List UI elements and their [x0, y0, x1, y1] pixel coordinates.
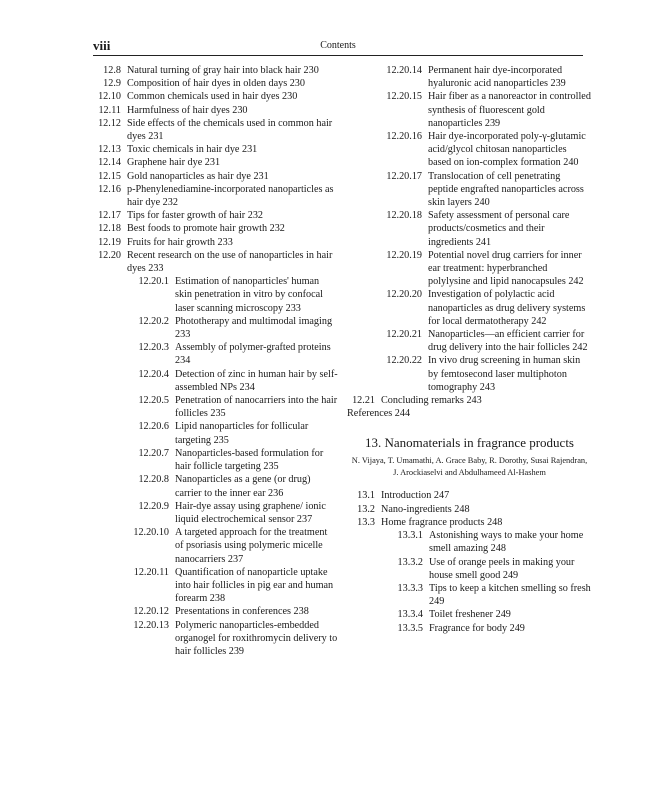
toc-left-column — [93, 64, 338, 658]
toc-entry[interactable] — [347, 582, 592, 608]
toc-title: Best foods to promote hair growth 232 — [127, 223, 285, 235]
toc-title: Toxic chemicals in hair dye 231 — [127, 144, 258, 156]
toc-entry[interactable] — [347, 622, 592, 635]
toc-title: Gold nanoparticles as hair dye 231 — [127, 170, 269, 182]
toc-entry[interactable] — [347, 503, 592, 516]
toc-title: Polymeric nanoparticles-embedded organogel for roxithromycin delivery to hair follicles 239 — [175, 619, 338, 657]
toc-title: Concluding remarks 243 — [381, 395, 482, 407]
toc-title: Fragrance for body 249 — [429, 622, 525, 634]
toc-entry[interactable] — [347, 209, 592, 249]
toc-number: 12.20.15 — [386, 91, 422, 103]
toc-number: 12.13 — [98, 144, 121, 156]
toc-number: 12.20.10 — [133, 527, 169, 539]
toc-number: 12.20.21 — [386, 329, 422, 341]
toc-title: Graphene hair dye 231 — [127, 157, 221, 169]
toc-title: Lipid nanoparticles for follicular targeting 235 — [175, 421, 309, 446]
toc-number: 12.20.6 — [138, 421, 169, 433]
toc-title: Home fragrance products 248 — [381, 516, 503, 528]
page-header — [93, 38, 583, 54]
toc-title: In vivo drug screening in human skin by femtosecond laser multiphoton tomography 243 — [428, 355, 581, 393]
chapter-13-authors: N. Vijaya, T. Umamathi, A. Grace Baby, R. Dorothy, Susai Rajendran, J. Arockiaselvi and Abdulhameed Al-Hashem — [351, 456, 588, 478]
toc-entry[interactable] — [93, 156, 338, 169]
toc-entry[interactable] — [93, 500, 338, 526]
toc-title: Potential novel drug carriers for inner ear treatment: hyperbranched polylysine and lipid nanocapsules 242 — [428, 249, 584, 288]
toc-entry[interactable] — [93, 183, 338, 209]
toc-entry[interactable] — [93, 64, 338, 77]
toc-entry[interactable] — [93, 143, 338, 156]
toc-number: 12.20.5 — [138, 395, 169, 407]
toc-title: Nanoparticles-based formulation for hair follicle targeting 235 — [175, 447, 324, 473]
toc-title: Astonishing ways to make your home smell amazing 248 — [429, 530, 584, 555]
toc-entry[interactable] — [347, 288, 592, 328]
toc-title: Harmfulness of hair dyes 230 — [127, 104, 248, 116]
toc-title: Estimation of nanoparticles' human skin penetration in vitro by confocal laser scanning microscopy 233 — [175, 276, 323, 314]
toc-entry[interactable] — [93, 368, 338, 394]
toc-title: Presentations in conferences 238 — [175, 606, 309, 618]
toc-right-column — [347, 64, 592, 635]
toc-entry[interactable] — [93, 341, 338, 367]
toc-entry[interactable] — [93, 209, 338, 222]
running-title: Contents — [320, 40, 356, 51]
toc-entry[interactable] — [347, 354, 592, 394]
toc-number: 13.2 — [357, 503, 375, 515]
toc-title: Detection of zinc in human hair by self-assembled NPs 234 — [175, 368, 338, 393]
toc-entry[interactable] — [93, 222, 338, 235]
toc-entry[interactable] — [93, 117, 338, 143]
toc-entry[interactable] — [347, 90, 592, 130]
toc-entry[interactable] — [93, 315, 338, 341]
toc-title: Nano-ingredients 248 — [381, 503, 470, 515]
toc-number: 13.3.3 — [397, 582, 423, 594]
toc-entry[interactable] — [93, 77, 338, 90]
toc-number: 12.20.9 — [138, 500, 169, 512]
toc-title: Nanoparticles as a gene (or drug) carrier to the inner ear 236 — [175, 474, 311, 499]
toc-entry[interactable] — [347, 130, 592, 170]
toc-number: 13.3.4 — [397, 609, 423, 621]
toc-title: Phototherapy and multimodal imaging 233 — [175, 315, 333, 341]
toc-title: Natural turning of gray hair into black hair 230 — [127, 65, 319, 76]
toc-entry[interactable] — [347, 64, 592, 90]
toc-number: 12.20.18 — [386, 210, 422, 222]
toc-number: 12.20.17 — [386, 170, 422, 182]
toc-title: Common chemicals used in hair dyes 230 — [127, 91, 298, 103]
toc-number: 12.20.14 — [386, 65, 422, 76]
toc-title: Recent research on the use of nanoparticles in hair dyes 233 — [127, 249, 333, 275]
toc-title: Side effects of the chemicals used in common hair dyes 231 — [127, 117, 333, 143]
toc-number: 12.20.4 — [138, 368, 169, 380]
toc-entry[interactable] — [347, 489, 592, 502]
toc-entry[interactable] — [347, 556, 592, 582]
toc-number: 12.18 — [98, 223, 121, 235]
toc-number: 12.10 — [98, 91, 121, 103]
toc-entry[interactable] — [93, 170, 338, 183]
toc-title: Nanoparticles—an efficient carrier for drug delivery into the hair follicles 242 — [428, 329, 588, 354]
toc-title: Composition of hair dyes in olden days 230 — [127, 78, 305, 90]
toc-number: 12.19 — [98, 236, 121, 248]
page-number: viii — [93, 38, 111, 53]
toc-entry[interactable] — [347, 516, 592, 529]
toc-title: Translocation of cell penetrating peptide engrafted nanoparticles across skin layers 240 — [428, 170, 584, 209]
toc-entry[interactable] — [93, 619, 338, 659]
toc-number: 12.20.2 — [138, 315, 169, 327]
toc-entry[interactable] — [93, 90, 338, 103]
toc-number: 12.20.16 — [386, 131, 422, 143]
toc-entry[interactable] — [347, 170, 592, 210]
toc-number: 12.20.19 — [386, 249, 422, 261]
toc-number: 12.11 — [98, 104, 121, 116]
toc-number: 12.16 — [98, 183, 121, 195]
toc-number: 12.12 — [98, 117, 121, 129]
toc-entry[interactable] — [347, 328, 592, 354]
toc-title: p-Phenylenediamine-incorporated nanoparticles as hair dye 232 — [127, 183, 334, 209]
toc-title: Assembly of polymer-grafted proteins 234 — [175, 342, 331, 367]
toc-number: 12.20.12 — [133, 606, 169, 618]
chapter-13-title[interactable]: 13. Nanomaterials in fragrance products — [364, 435, 574, 451]
toc-number: 12.17 — [98, 210, 121, 222]
toc-entry[interactable] — [93, 473, 338, 499]
toc-entry[interactable] — [347, 608, 592, 621]
toc-title: Use of orange peels in making your house smell good 249 — [429, 556, 575, 581]
toc-number: 13.3.1 — [397, 530, 423, 542]
toc-entry-12-21[interactable] — [347, 394, 592, 407]
toc-number: 12.20.7 — [138, 447, 169, 459]
toc-number: 13.3.2 — [397, 556, 423, 568]
toc-title: Tips for faster growth of hair 232 — [127, 210, 264, 222]
toc-number: 12.20.13 — [133, 619, 169, 631]
toc-entry[interactable] — [93, 104, 338, 117]
toc-title: Hair-dye assay using graphene/ ionic liquid electrochemical sensor 237 — [175, 500, 326, 525]
toc-number: 12.14 — [98, 157, 121, 169]
toc-title: A targeted approach for the treatment of psoriasis using polymeric micelle nanocarriers 237 — [175, 527, 328, 565]
toc-entry[interactable] — [347, 249, 592, 289]
toc-number: 13.3.5 — [397, 622, 423, 634]
toc-title: Investigation of polylactic acid nanoparticles as drug delivery systems for local dermatotherapy 242 — [428, 289, 586, 327]
toc-title: Quantification of nanoparticle uptake into hair follicles in pig ear and human forearm 238 — [175, 566, 334, 605]
header-rule — [93, 55, 583, 56]
toc-title: Safety assessment of personal care products/cosmetics and their ingredients 241 — [428, 210, 570, 248]
toc-number: 13.1 — [357, 490, 375, 502]
toc-entry[interactable] — [93, 236, 338, 249]
toc-title: Permanent hair dye-incorporated hyaluronic acid nanoparticles 239 — [428, 65, 566, 90]
toc-title: Fruits for hair growth 233 — [127, 236, 233, 248]
toc-title: Tips to keep a kitchen smelling so fresh 249 — [429, 582, 591, 608]
toc-entry[interactable] — [93, 275, 338, 315]
toc-entry[interactable] — [93, 605, 338, 618]
toc-number: 13.3 — [357, 516, 375, 528]
toc-entry[interactable] — [93, 447, 338, 473]
toc-number: 12.8 — [103, 65, 121, 76]
toc-number: 12.20.1 — [138, 276, 169, 288]
toc-number: 12.20.3 — [138, 342, 169, 354]
toc-title: Introduction 247 — [381, 490, 450, 502]
toc-entry[interactable] — [93, 526, 338, 566]
toc-number: 12.20.22 — [386, 355, 422, 367]
toc-title: Hair dye-incorporated poly-γ-glutamic acid/glycol chitosan nanoparticles based on ion-complex formation 240 — [428, 131, 586, 169]
toc-number: 12.21 — [352, 395, 375, 407]
toc-number: 12.15 — [98, 170, 121, 182]
toc-number: 12.9 — [103, 78, 121, 90]
toc-title: Hair fiber as a nanoreactor in controlled synthesis of fluorescent gold nanoparticles 239 — [428, 91, 591, 129]
toc-title: Penetration of nanocarriers into the hair follicles 235 — [175, 395, 338, 420]
toc-title: Toilet freshener 249 — [429, 609, 511, 621]
toc-number: 12.20.11 — [133, 566, 169, 578]
toc-entry[interactable] — [93, 394, 338, 420]
toc-entry[interactable] — [347, 529, 592, 555]
toc-entry[interactable] — [93, 420, 338, 446]
toc-number: 12.20.20 — [386, 289, 422, 301]
toc-entry[interactable] — [93, 566, 338, 606]
toc-entry-references[interactable]: References 244 — [347, 408, 411, 420]
toc-number: 12.20 — [98, 249, 121, 261]
toc-entry[interactable] — [93, 249, 338, 275]
toc-number: 12.20.8 — [138, 474, 169, 486]
